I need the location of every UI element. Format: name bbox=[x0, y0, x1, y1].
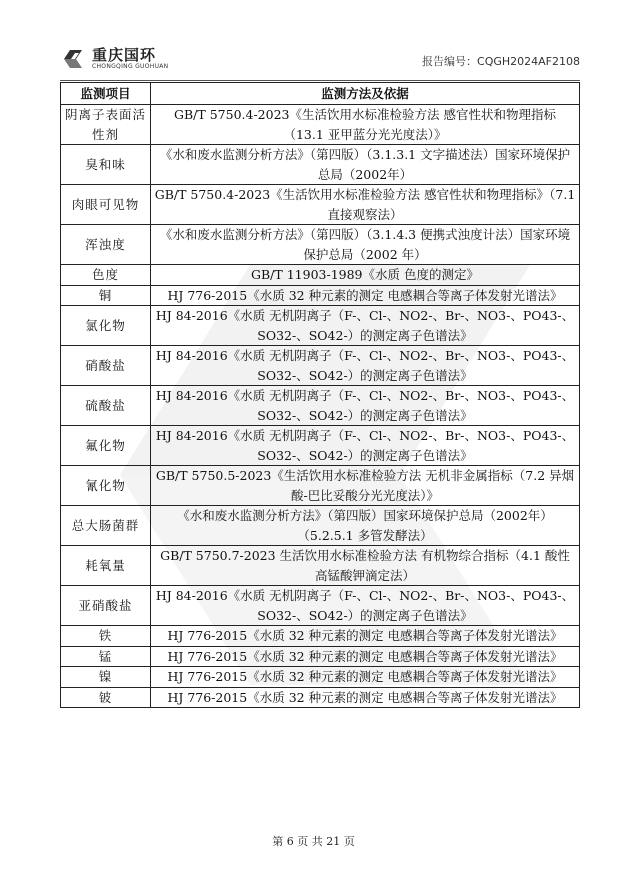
table-row bbox=[61, 546, 580, 586]
monitoring-method: GB/T 5750.7-2023 生活饮用水标准检验方法 有机物综合指标（4.1 酸性高锰酸钾滴定法） bbox=[151, 546, 580, 586]
monitoring-method: HJ 776-2015《水质 32 种元素的测定 电感耦合等离子体发射光谱法》 bbox=[151, 285, 580, 306]
table-row bbox=[61, 646, 580, 667]
monitoring-method: HJ 776-2015《水质 32 种元素的测定 电感耦合等离子体发射光谱法》 bbox=[151, 626, 580, 647]
monitoring-method: HJ 776-2015《水质 32 种元素的测定 电感耦合等离子体发射光谱法》 bbox=[151, 667, 580, 688]
monitoring-method: HJ 84-2016《水质 无机阴离子（F-、Cl-、NO2-、Br-、NO3-、PO43-、SO32-、SO42-）的测定离子色谱法》 bbox=[151, 306, 580, 346]
monitoring-method: 《水和废水监测分析方法》（第四版）（3.1.3.1 文字描述法）国家环境保护总局（2002年） bbox=[151, 145, 580, 185]
table-row bbox=[61, 466, 580, 506]
monitoring-method: HJ 84-2016《水质 无机阴离子（F-、Cl-、NO2-、Br-、NO3-、PO43-、SO32-、SO42-）的测定离子色谱法》 bbox=[151, 346, 580, 386]
table-row bbox=[61, 145, 580, 185]
monitoring-method: 《水和废水监测分析方法》（第四版）国家环境保护总局（2002年）（5.2.5.1 多管发酵法） bbox=[151, 506, 580, 546]
monitoring-item: 氰化物 bbox=[61, 466, 151, 506]
table-row bbox=[61, 667, 580, 688]
table-row bbox=[61, 506, 580, 546]
company-logo bbox=[60, 46, 168, 72]
monitoring-method: HJ 776-2015《水质 32 种元素的测定 电感耦合等离子体发射光谱法》 bbox=[151, 687, 580, 708]
table-row bbox=[61, 225, 580, 265]
monitoring-method: HJ 84-2016《水质 无机阴离子（F-、Cl-、NO2-、Br-、NO3-、PO43-、SO32-、SO42-）的测定离子色谱法》 bbox=[151, 426, 580, 466]
method-table bbox=[60, 82, 580, 708]
page-number: 第 6 页 共 21 页 bbox=[272, 835, 355, 848]
table-row bbox=[61, 626, 580, 647]
company-name-cn: 重庆国环 bbox=[92, 46, 157, 64]
table-row bbox=[61, 285, 580, 306]
header-method: 监测方法及依据 bbox=[151, 83, 580, 105]
table-header-row bbox=[61, 83, 580, 105]
monitoring-item: 亚硝酸盐 bbox=[61, 586, 151, 626]
monitoring-item: 硫酸盐 bbox=[61, 386, 151, 426]
monitoring-method: 《水和废水监测分析方法》（第四版）（3.1.4.3 便携式浊度计法）国家环境保护总局（2002 年） bbox=[151, 225, 580, 265]
monitoring-item: 色度 bbox=[61, 265, 151, 286]
report-number: 报告编号：CQGH2024AF2108 bbox=[422, 55, 580, 68]
table-row bbox=[61, 586, 580, 626]
header-divider bbox=[60, 80, 580, 81]
monitoring-item: 铜 bbox=[61, 285, 151, 306]
monitoring-item: 阴离子表面活性剂 bbox=[61, 105, 151, 145]
monitoring-item: 铍 bbox=[61, 687, 151, 708]
monitoring-method: GB/T 5750.4-2023《生活饮用水标准检验方法 感官性状和物理指标》（7.1 直接观察法） bbox=[151, 185, 580, 225]
monitoring-method: HJ 776-2015《水质 32 种元素的测定 电感耦合等离子体发射光谱法》 bbox=[151, 646, 580, 667]
monitoring-item: 硝酸盐 bbox=[61, 346, 151, 386]
page-header bbox=[60, 44, 580, 78]
monitoring-method: HJ 84-2016《水质 无机阴离子（F-、Cl-、NO2-、Br-、NO3-、PO43-、SO32-、SO42-）的测定离子色谱法》 bbox=[151, 386, 580, 426]
table-row bbox=[61, 386, 580, 426]
header-item: 监测项目 bbox=[61, 83, 151, 105]
monitoring-item: 肉眼可见物 bbox=[61, 185, 151, 225]
monitoring-item: 铁 bbox=[61, 626, 151, 647]
monitoring-item: 氟化物 bbox=[61, 426, 151, 466]
table-row bbox=[61, 306, 580, 346]
monitoring-item: 锰 bbox=[61, 646, 151, 667]
monitoring-method: GB/T 11903-1989《水质 色度的测定》 bbox=[151, 265, 580, 286]
monitoring-method: GB/T 5750.5-2023《生活饮用水标准检验方法 无机非金属指标（7.2 异烟酸-巴比妥酸分光光度法）》 bbox=[151, 466, 580, 506]
monitoring-item: 氯化物 bbox=[61, 306, 151, 346]
company-logo-icon bbox=[60, 46, 86, 72]
monitoring-item: 浑浊度 bbox=[61, 225, 151, 265]
table-row bbox=[61, 265, 580, 286]
company-name-en: CHONGQING GUOHUAN bbox=[92, 63, 169, 70]
monitoring-item: 总大肠菌群 bbox=[61, 506, 151, 546]
monitoring-item: 镍 bbox=[61, 667, 151, 688]
monitoring-item: 耗氧量 bbox=[61, 546, 151, 586]
table-row bbox=[61, 346, 580, 386]
table-row bbox=[61, 426, 580, 466]
monitoring-method: GB/T 5750.4-2023《生活饮用水标准检验方法 感官性状和物理指标（13.1 亚甲蓝分光光度法）》 bbox=[151, 105, 580, 145]
monitoring-method: HJ 84-2016《水质 无机阴离子（F-、Cl-、NO2-、Br-、NO3-、PO43-、SO32-、SO42-）的测定离子色谱法》 bbox=[151, 586, 580, 626]
monitoring-item: 臭和味 bbox=[61, 145, 151, 185]
table-row bbox=[61, 185, 580, 225]
table-row bbox=[61, 105, 580, 145]
table-row bbox=[61, 687, 580, 708]
